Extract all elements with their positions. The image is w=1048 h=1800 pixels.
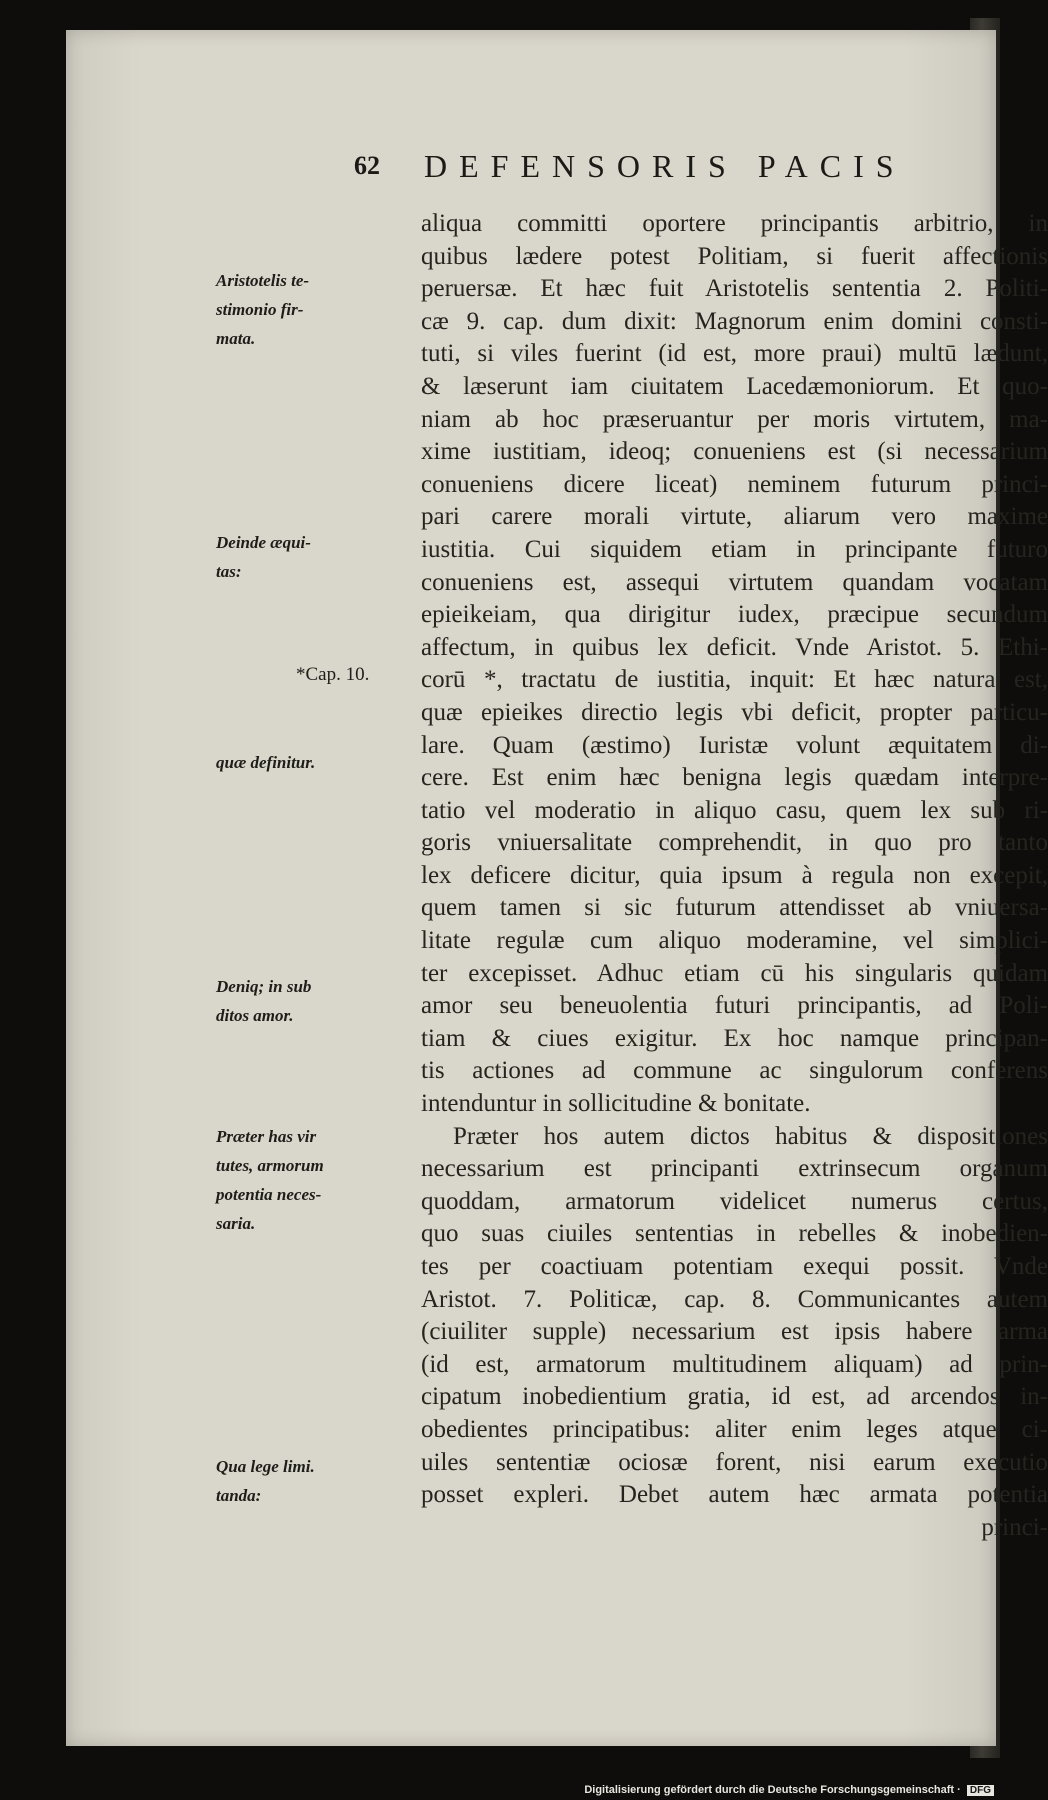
margin-note-line: Aristotelis te- (216, 271, 310, 290)
margin-note-line: Præter has vir (216, 1127, 317, 1146)
margin-note-line: tutes, armorum (216, 1156, 324, 1175)
margin-note-line: ditos amor. (216, 1006, 294, 1025)
margin-note-amor (216, 972, 416, 1030)
text-line: affectum, in quibus lex deficit. Vnde Aristot. 5. Ethi- (421, 633, 1048, 661)
text-line: iustitia. Cui siquidem etiam in principante futuro (421, 535, 1048, 563)
text-line: quæ epieikes directio legis vbi deficit, propter particu- (421, 698, 1048, 726)
margin-note-line: tas: (216, 562, 242, 581)
text-line: ter excepisset. Adhuc etiam cū his singularis quidam (421, 959, 1048, 987)
margin-note-line: saria. (216, 1214, 256, 1233)
text-line: quibus lædere potest Politiam, si fuerit affectionis (421, 242, 1048, 270)
text-line: tis actiones ad commune ac singulorum conferens (421, 1057, 1048, 1085)
text-line: tiam & ciues exigitur. Ex hoc namque principan- (421, 1024, 1048, 1052)
text-line: necessarium est principanti extrinsecum organum (421, 1155, 1048, 1183)
page-number: 62 (354, 151, 380, 180)
book-page (66, 30, 1048, 1746)
text-line: amor seu beneuolentia futuri principantis, ad Poli- (421, 992, 1048, 1020)
text-line: (id est, armatorum multitudinem aliquam) ad prin- (421, 1350, 1048, 1378)
text-line: lex deficere dicitur, quia ipsum à regula non excepit, (421, 861, 1048, 889)
margin-note-line: quæ definitur. (216, 753, 316, 772)
text-line: corū *, tractatu de iustitia, inquit: Et hæc natura est, (421, 666, 1048, 694)
text-line: lare. Quam (æstimo) Iuristæ volunt æquitatem di- (421, 731, 1048, 759)
text-line: tuti, si viles fuerint (id est, more praui) multū lædunt, (421, 340, 1048, 368)
credit-text: Digitalisierung gefördert durch die Deutsche Forschungsgemeinschaft · (584, 1784, 961, 1796)
text-line: (ciuiliter supple) necessarium est ipsis habere arma (421, 1318, 1048, 1346)
text-line: quo suas ciuiles sententias in rebelles & inobedien- (421, 1220, 1048, 1248)
digitization-credit (584, 1784, 994, 1796)
text-line: Aristot. 7. Politicæ, cap. 8. Communicantes autem (421, 1285, 1048, 1313)
text-line: conueniens dicere liceat) neminem futurum princi- (421, 470, 1048, 498)
text-line: tes per coactiuam potentiam exequi possit. Vnde (421, 1253, 1048, 1280)
margin-note-line: Qua lege limi. (216, 1457, 315, 1476)
text-line: xime iustitiam, ideoq; conueniens est (si necessarium (421, 438, 1048, 466)
margin-note-armorum (216, 1122, 416, 1238)
text-line: princi- (981, 1513, 1048, 1541)
text-line: intenduntur in sollicitudine & bonitate. (421, 1090, 811, 1118)
text-line: obedientes principatibus: aliter enim leges atque ci- (421, 1415, 1048, 1443)
main-text-block (421, 208, 1048, 1544)
margin-note-aequitas (216, 528, 416, 586)
text-line: Præter hos autem dictos habitus & dispositiones (453, 1122, 1048, 1150)
margin-note-line: potentia neces- (216, 1185, 322, 1204)
text-line: aliqua committi oportere principantis arbitrio, in (421, 210, 1048, 237)
margin-note-aristotle (216, 266, 416, 353)
text-line: cæ 9. cap. dum dixit: Magnorum enim domini consti- (421, 307, 1048, 335)
text-line: goris vniuersalitate comprehendit, in quo pro tanto (421, 829, 1048, 857)
running-title: DEFENSORIS PACIS (424, 148, 906, 184)
margin-note-line: Deniq; in sub (216, 977, 312, 996)
text-line: quoddam, armatorum videlicet numerus certus, (421, 1187, 1048, 1215)
margin-note-definitur (216, 748, 416, 777)
dfg-logo: DFG (967, 1785, 994, 1796)
text-line: epieikeiam, qua dirigitur iudex, præcipue secundum (421, 601, 1048, 629)
text-line: pari carere morali virtute, aliarum vero maxime (421, 503, 1048, 531)
margin-note-chapter-ref (296, 660, 496, 689)
margin-note-line: stimonio fir- (216, 300, 304, 319)
text-line: quem tamen si sic futurum attendisset ab vniuersa- (421, 894, 1048, 922)
text-line: conueniens est, assequi virtutem quandam vocatam (421, 568, 1048, 596)
margin-note-line: mata. (216, 329, 256, 348)
text-line: cipatum inobedientium gratia, id est, ad arcendos in- (421, 1383, 1048, 1411)
text-line: cere. Est enim hæc benigna legis quædam interpre- (421, 764, 1048, 792)
text-line: posset expleri. Debet autem hæc armata potentia (421, 1481, 1048, 1509)
margin-note-line: *Cap. 10. (296, 664, 370, 685)
text-line: tatio vel moderatio in aliquo casu, quem lex sub ri- (421, 796, 1048, 824)
margin-note-line: Deinde æqui- (216, 533, 311, 552)
text-line: peruersæ. Et hæc fuit Aristotelis sententia 2. Politi- (421, 275, 1048, 303)
margin-note-line: tanda: (216, 1486, 262, 1505)
text-line: & læserunt iam ciuitatem Lacedæmoniorum. Et quo- (421, 372, 1048, 400)
text-line: niam ab hoc præseruantur per moris virtutem, ma- (421, 405, 1048, 433)
text-line: uiles sententiæ ociosæ forent, nisi earum executio (421, 1448, 1048, 1476)
text-line: litate regulæ cum aliquo moderamine, vel simplici- (421, 927, 1048, 955)
margin-note-lege (216, 1452, 416, 1510)
